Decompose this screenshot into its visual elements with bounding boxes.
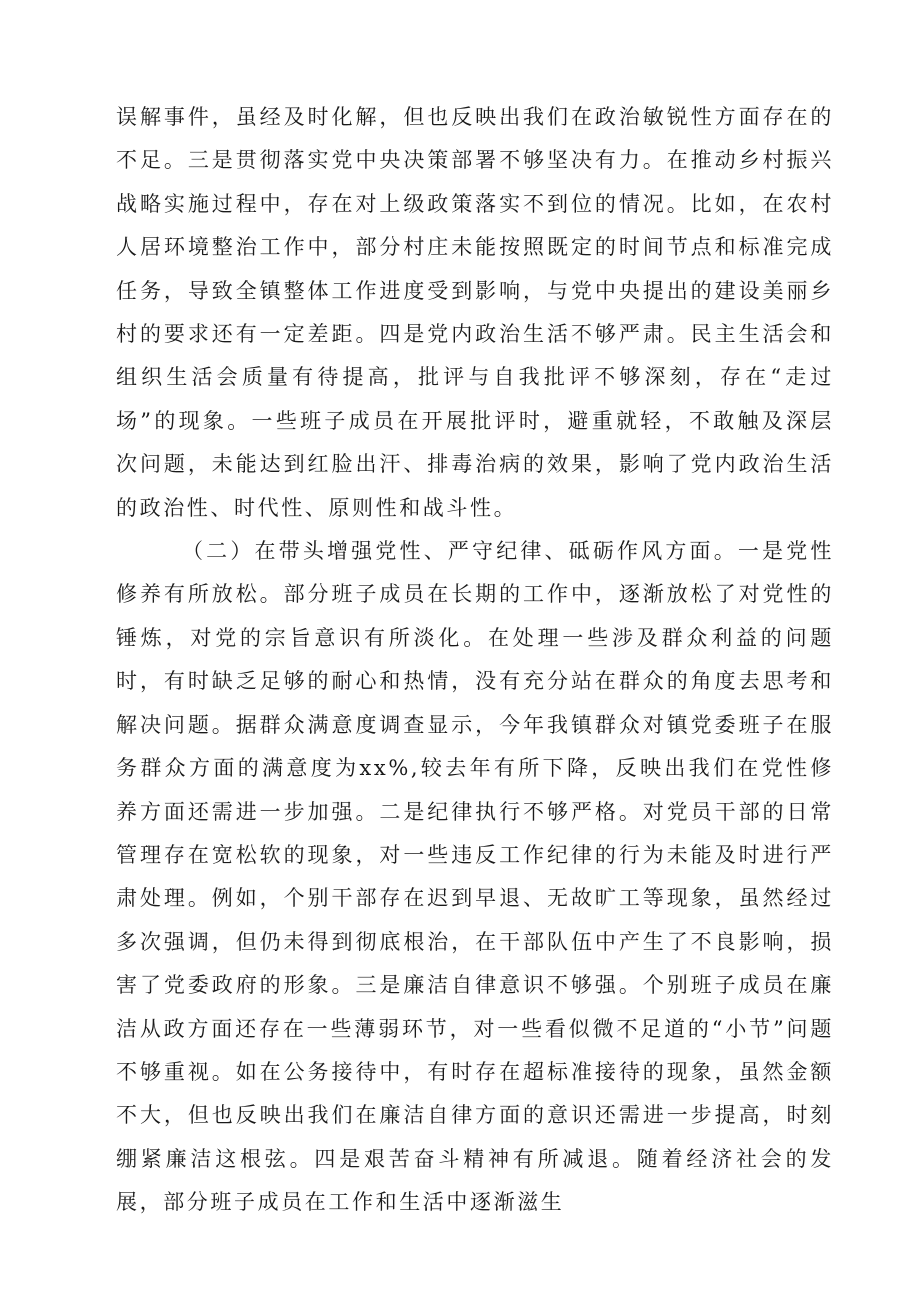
document-body [116, 96, 834, 1225]
paragraph-political-issues: 误解事件，虽经及时化解，但也反映出我们在政治敏锐性方面存在的不足。三是贯彻落实党中央决策部署不够坚决有力。在推动乡村振兴战略实施过程中，存在对上级政策落实不到位的情况。比如，在农村人居环境整治工作中，部分村庄未能按照既定的时间节点和标准完成任务，导致全镇整体工作进度受到影响，与党中央提出的建设美丽乡村的要求还有一定差距。四是党内政治生活不够严肃。民主生活会和组织生活会质量有待提高，批评与自我批评不够深刻，存在“走过场”的现象。一些班子成员在开展批评时，避重就轻，不敢触及深层次问题，未能达到红脸出汗、排毒治病的效果，影响了党内政治生活的政治性、时代性、原则性和战斗性。 [116, 105, 834, 520]
paragraph-party-spirit-discipline: （二）在带头增强党性、严守纪律、砥砺作风方面。一是党性修养有所放松。部分班子成员在长期的工作中，逐渐放松了对党性的锤炼，对党的宗旨意识有所淡化。在处理一些涉及群众利益的问题时，有时缺乏足够的耐心和热情，没有充分站在群众的角度去思考和解决问题。据群众满意度调查显示，今年我镇群众对镇党委班子在服务群众方面的满意度为xx%,较去年有所下降，反映出我们在党性修养方面还需进一步加强。二是纪律执行不够严格。对党员干部的日常管理存在宽松软的现象，对一些违反工作纪律的行为未能及时进行严肃处理。例如，个别干部存在迟到早退、无故旷工等现象，虽然经过多次强调，但仍未得到彻底根治，在干部队伍中产生了不良影响，损害了党委政府的形象。三是廉洁自律意识不够强。个别班子成员在廉洁从政方面还存在一些薄弱环节，对一些看似微不足道的“小节”问题不够重视。如在公务接待中，有时存在超标准接待的现象，虽然金额不大，但也反映出我们在廉洁自律方面的意识还需进一步提高，时刻绷紧廉洁这根弦。四是艰苦奋斗精神有所减退。随着经济社会的发展，部分班子成员在工作和生活中逐渐滋生 [116, 539, 834, 1215]
